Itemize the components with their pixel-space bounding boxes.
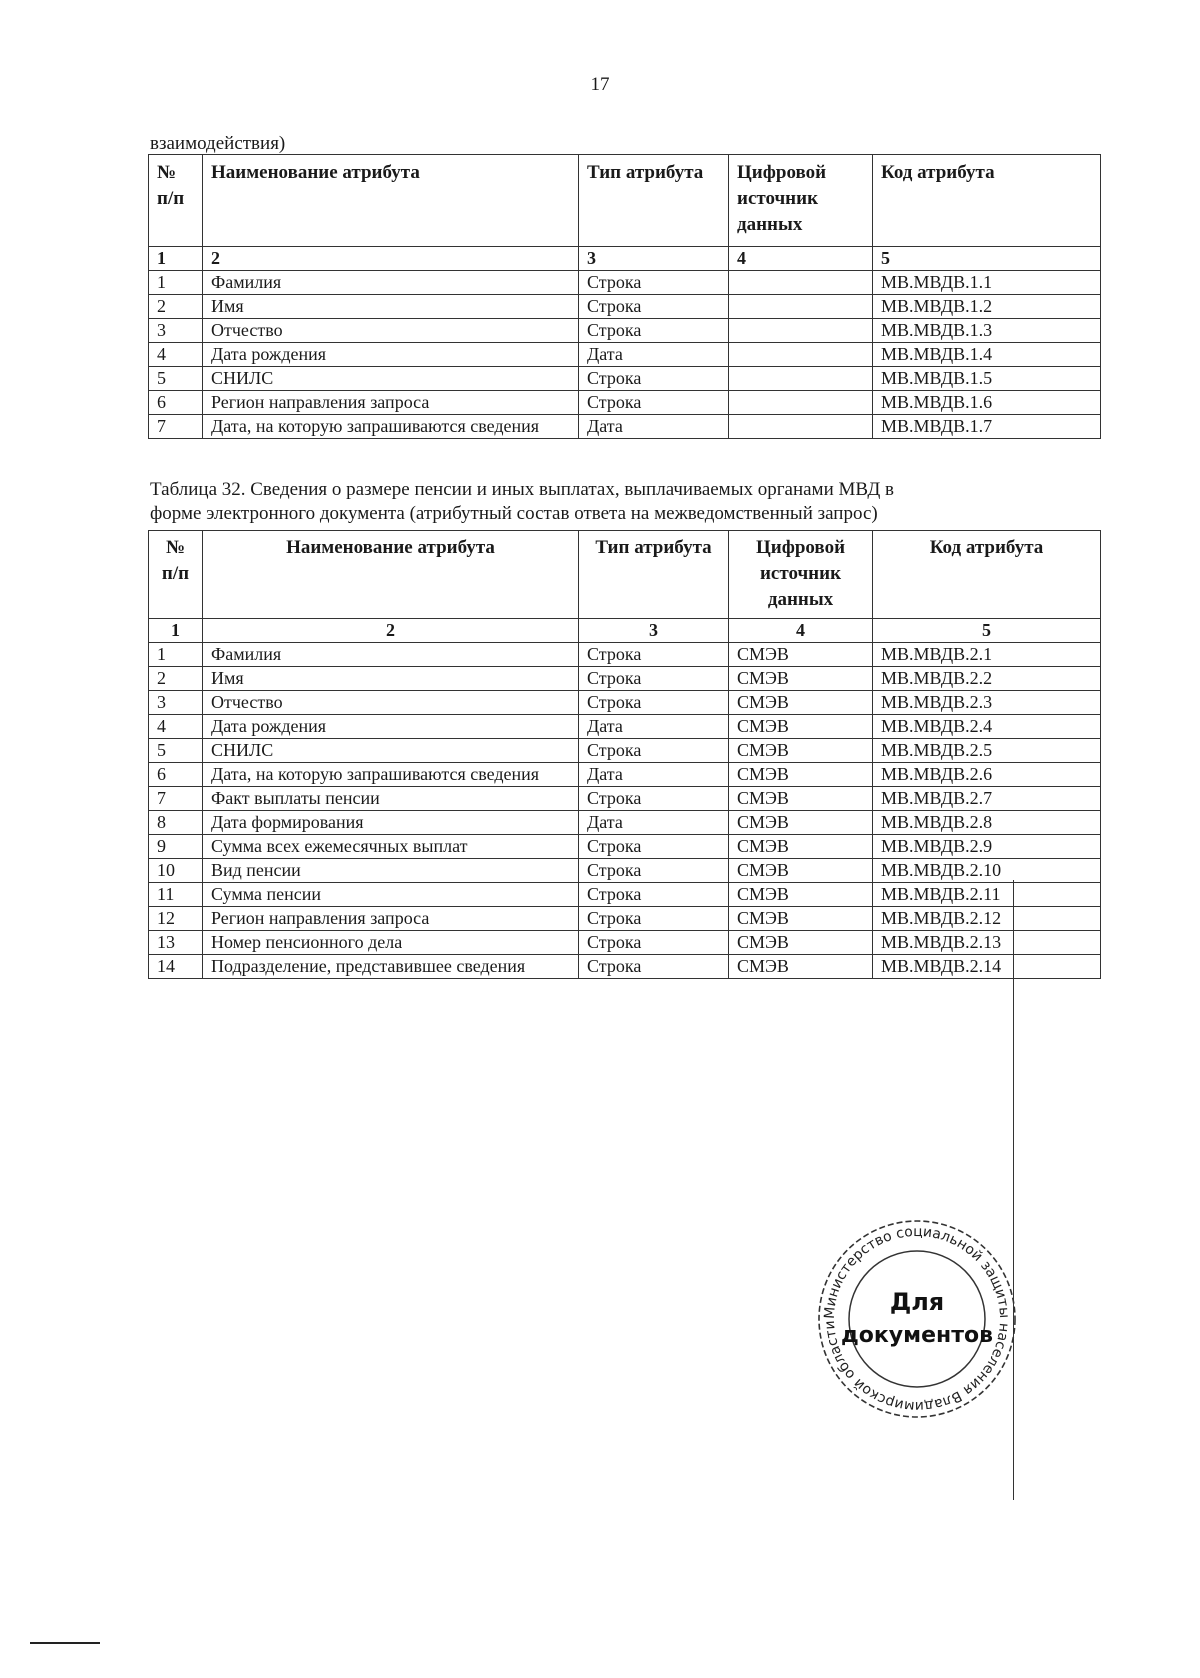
col-number: 1 [149, 247, 203, 271]
cell-type: Дата [579, 811, 729, 835]
cell-name: Сумма пенсии [203, 883, 579, 907]
cell-name: Вид пенсии [203, 859, 579, 883]
cell-type: Дата [579, 415, 729, 439]
cell-num: 2 [149, 295, 203, 319]
cell-num: 6 [149, 763, 203, 787]
header-name: Наименование атрибута [203, 531, 579, 619]
cell-source [729, 415, 873, 439]
col-number: 4 [729, 619, 873, 643]
cell-name: СНИЛС [203, 739, 579, 763]
round-stamp [812, 1214, 1022, 1424]
cell-source: СМЭВ [729, 835, 873, 859]
table-31 [148, 154, 1101, 439]
cell-code: МВ.МВДВ.2.8 [873, 811, 1101, 835]
cell-type: Дата [579, 343, 729, 367]
cell-code: МВ.МВДВ.1.5 [873, 367, 1101, 391]
cell-type: Строка [579, 859, 729, 883]
page-number: 17 [590, 74, 610, 95]
table-row [149, 763, 1101, 787]
cell-source: СМЭВ [729, 739, 873, 763]
cell-name: Номер пенсионного дела [203, 931, 579, 955]
table-row [149, 715, 1101, 739]
table-32-caption-line-1: Таблица 32. Сведения о размере пенсии и иных выплатах, выплачиваемых органами МВД в [150, 479, 895, 500]
cell-source [729, 367, 873, 391]
cell-num: 8 [149, 811, 203, 835]
cell-code: МВ.МВДВ.2.5 [873, 739, 1101, 763]
table-row [149, 643, 1101, 667]
table-row [149, 343, 1101, 367]
cell-num: 7 [149, 787, 203, 811]
cell-type: Строка [579, 319, 729, 343]
table-row [149, 739, 1101, 763]
cell-source: СМЭВ [729, 907, 873, 931]
col-number: 3 [579, 619, 729, 643]
cell-code: МВ.МВДВ.2.2 [873, 667, 1101, 691]
cell-num: 9 [149, 835, 203, 859]
intro-text: взаимодействия) [150, 133, 286, 154]
header-source: Цифровой источник данных [729, 155, 873, 247]
cell-num: 4 [149, 715, 203, 739]
cell-type: Строка [579, 955, 729, 979]
col-number: 3 [579, 247, 729, 271]
table-row [149, 811, 1101, 835]
stamp-text-line-2: документов [840, 1323, 994, 1348]
table-row [149, 787, 1101, 811]
cell-source [729, 391, 873, 415]
cell-code: МВ.МВДВ.1.7 [873, 415, 1101, 439]
cell-name: Факт выплаты пенсии [203, 787, 579, 811]
table-row [149, 907, 1101, 931]
table-row [149, 955, 1101, 979]
cell-source [729, 295, 873, 319]
cell-code: МВ.МВДВ.2.12 [873, 907, 1101, 931]
cell-code: МВ.МВДВ.1.3 [873, 319, 1101, 343]
cell-num: 4 [149, 343, 203, 367]
table-row [149, 391, 1101, 415]
table-row [149, 691, 1101, 715]
cell-num: 3 [149, 691, 203, 715]
table-row [149, 415, 1101, 439]
table-row [149, 835, 1101, 859]
cell-type: Строка [579, 367, 729, 391]
header-num: № п/п [149, 155, 203, 247]
cell-type: Дата [579, 763, 729, 787]
column-number-row [149, 619, 1101, 643]
table-row [149, 271, 1101, 295]
cell-code: МВ.МВДВ.2.4 [873, 715, 1101, 739]
cell-name: Имя [203, 295, 579, 319]
cell-name: Дата рождения [203, 715, 579, 739]
header-num: № п/п [149, 531, 203, 619]
header-name: Наименование атрибута [203, 155, 579, 247]
header-source: Цифровой источник данных [729, 531, 873, 619]
header-type: Тип атрибута [579, 155, 729, 247]
cell-name: Дата, на которую запрашиваются сведения [203, 415, 579, 439]
cell-type: Строка [579, 787, 729, 811]
cell-source: СМЭВ [729, 643, 873, 667]
cell-code: МВ.МВДВ.2.7 [873, 787, 1101, 811]
cell-num: 12 [149, 907, 203, 931]
cell-code: МВ.МВДВ.2.1 [873, 643, 1101, 667]
cell-code: МВ.МВДВ.2.14 [873, 955, 1101, 979]
cell-code: МВ.МВДВ.2.6 [873, 763, 1101, 787]
cell-code: МВ.МВДВ.2.13 [873, 931, 1101, 955]
cell-name: СНИЛС [203, 367, 579, 391]
cell-code: МВ.МВДВ.1.6 [873, 391, 1101, 415]
table-32-body [149, 619, 1101, 979]
cell-source: СМЭВ [729, 763, 873, 787]
cell-type: Строка [579, 391, 729, 415]
cell-type: Строка [579, 643, 729, 667]
table-row [149, 319, 1101, 343]
cell-source: СМЭВ [729, 667, 873, 691]
cell-type: Строка [579, 691, 729, 715]
cell-code: МВ.МВДВ.2.10 [873, 859, 1101, 883]
cell-type: Строка [579, 907, 729, 931]
cell-code: МВ.МВДВ.2.9 [873, 835, 1101, 859]
cell-type: Строка [579, 271, 729, 295]
cell-source: СМЭВ [729, 931, 873, 955]
col-number: 2 [203, 247, 579, 271]
header-type: Тип атрибута [579, 531, 729, 619]
table-row [149, 859, 1101, 883]
table-32-caption-line-2: форме электронного документа (атрибутный состав ответа на межведомственный запрос) [150, 503, 878, 524]
col-number: 5 [873, 619, 1101, 643]
cell-num: 10 [149, 859, 203, 883]
cell-type: Строка [579, 667, 729, 691]
cell-num: 5 [149, 367, 203, 391]
cell-name: Дата, на которую запрашиваются сведения [203, 763, 579, 787]
cell-num: 14 [149, 955, 203, 979]
cell-code: МВ.МВДВ.1.2 [873, 295, 1101, 319]
header-code: Код атрибута [873, 155, 1101, 247]
cell-name: Отчество [203, 691, 579, 715]
cell-num: 1 [149, 643, 203, 667]
cell-source: СМЭВ [729, 787, 873, 811]
stamp-text-line-1: Для [889, 1288, 945, 1316]
table-row [149, 883, 1101, 907]
cell-type: Строка [579, 295, 729, 319]
cell-type: Строка [579, 931, 729, 955]
table-row [149, 295, 1101, 319]
cell-source [729, 343, 873, 367]
table-row [149, 367, 1101, 391]
cell-source: СМЭВ [729, 811, 873, 835]
cell-type: Строка [579, 835, 729, 859]
cell-num: 6 [149, 391, 203, 415]
cell-name: Дата рождения [203, 343, 579, 367]
cell-num: 5 [149, 739, 203, 763]
cell-source: СМЭВ [729, 883, 873, 907]
column-number-row [149, 247, 1101, 271]
cell-code: МВ.МВДВ.1.1 [873, 271, 1101, 295]
cell-num: 11 [149, 883, 203, 907]
cell-num: 1 [149, 271, 203, 295]
cell-name: Сумма всех ежемесячных выплат [203, 835, 579, 859]
col-number: 2 [203, 619, 579, 643]
cell-num: 7 [149, 415, 203, 439]
col-number: 1 [149, 619, 203, 643]
cell-name: Регион направления запроса [203, 391, 579, 415]
cell-code: МВ.МВДВ.1.4 [873, 343, 1101, 367]
cell-name: Отчество [203, 319, 579, 343]
cell-source: СМЭВ [729, 691, 873, 715]
table-31-body [149, 247, 1101, 439]
cell-source: СМЭВ [729, 715, 873, 739]
header-code: Код атрибута [873, 531, 1101, 619]
cell-source: СМЭВ [729, 859, 873, 883]
col-number: 5 [873, 247, 1101, 271]
cell-source [729, 271, 873, 295]
cell-name: Фамилия [203, 271, 579, 295]
table-row [149, 667, 1101, 691]
cell-name: Регион направления запроса [203, 907, 579, 931]
cell-type: Строка [579, 883, 729, 907]
cell-source [729, 319, 873, 343]
cell-code: МВ.МВДВ.2.11 [873, 883, 1101, 907]
cell-type: Дата [579, 715, 729, 739]
cell-num: 2 [149, 667, 203, 691]
cell-name: Подразделение, представившее сведения [203, 955, 579, 979]
cell-name: Дата формирования [203, 811, 579, 835]
cell-num: 13 [149, 931, 203, 955]
cell-num: 3 [149, 319, 203, 343]
col-number: 4 [729, 247, 873, 271]
footer-mark [30, 1642, 100, 1644]
cell-code: МВ.МВДВ.2.3 [873, 691, 1101, 715]
cell-type: Строка [579, 739, 729, 763]
table-row [149, 931, 1101, 955]
stamp-ring-text: Министерство социальной защиты населения Владимирской области [821, 1223, 1013, 1415]
cell-name: Имя [203, 667, 579, 691]
cell-source: СМЭВ [729, 955, 873, 979]
cell-name: Фамилия [203, 643, 579, 667]
table-32 [148, 530, 1101, 979]
